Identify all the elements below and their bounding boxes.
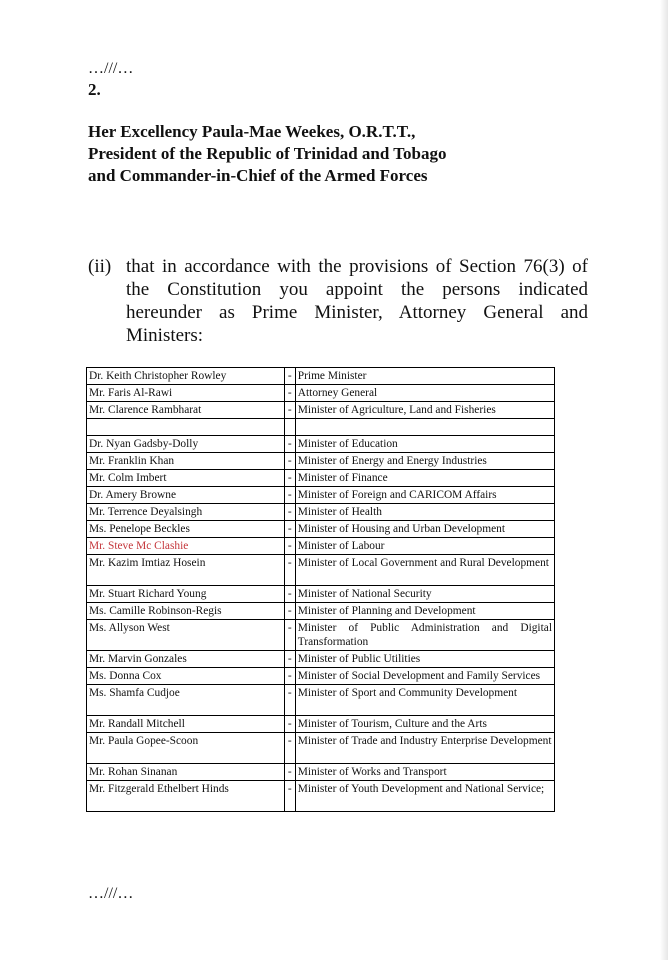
clause-text: that in accordance with the provisions of Section 76(3) of the Constitution you appoint the persons indicated hereunder as Prime Minister, Attorney General and Ministers: <box>126 256 588 346</box>
page-number: 2. <box>88 80 101 99</box>
table-row <box>87 620 555 651</box>
portfolio: Minister of Trade and Industry Enterprise Development <box>295 733 554 764</box>
portfolio <box>295 419 554 436</box>
table-row <box>87 685 555 716</box>
dash-separator: - <box>284 781 295 812</box>
table-row <box>87 764 555 781</box>
portfolio: Minister of Tourism, Culture and the Arts <box>295 716 554 733</box>
table-row <box>87 555 555 586</box>
portfolio: Minister of Works and Transport <box>295 764 554 781</box>
minister-name: Ms. Camille Robinson-Regis <box>87 603 285 620</box>
dash-separator: - <box>284 436 295 453</box>
minister-name: Mr. Paula Gopee-Scoon <box>87 733 285 764</box>
table-row <box>87 603 555 620</box>
portfolio: Minister of National Security <box>295 586 554 603</box>
table-row <box>87 651 555 668</box>
addressee-line-3: and Commander-in-Chief of the Armed Forces <box>88 166 428 185</box>
dash-separator: - <box>284 368 295 385</box>
portfolio: Minister of Youth Development and National Service; <box>295 781 554 812</box>
table-row <box>87 368 555 385</box>
dash-separator: - <box>284 538 295 555</box>
table-row <box>87 586 555 603</box>
minister-name: Mr. Marvin Gonzales <box>87 651 285 668</box>
portfolio: Minister of Foreign and CARICOM Affairs <box>295 487 554 504</box>
minister-name <box>87 419 285 436</box>
portfolio: Minister of Labour <box>295 538 554 555</box>
dash-separator: - <box>284 586 295 603</box>
table-row <box>87 385 555 402</box>
minister-name: Mr. Terrence Deyalsingh <box>87 504 285 521</box>
dash-separator: - <box>284 504 295 521</box>
portfolio: Minister of Social Development and Family Services <box>295 668 554 685</box>
addressee-line-1: Her Excellency Paula-Mae Weekes, O.R.T.T., <box>88 122 416 141</box>
minister-name: Mr. Kazim Imtiaz Hosein <box>87 555 285 586</box>
clause-ii <box>88 255 588 347</box>
continuation-marker-top: …///… <box>88 60 134 77</box>
dash-separator: - <box>284 470 295 487</box>
minister-name: Dr. Nyan Gadsby-Dolly <box>87 436 285 453</box>
minister-name: Mr. Faris Al-Rawi <box>87 385 285 402</box>
minister-name: Ms. Penelope Beckles <box>87 521 285 538</box>
page-edge-shadow <box>660 0 668 960</box>
portfolio: Minister of Health <box>295 504 554 521</box>
minister-name: Mr. Fitzgerald Ethelbert Hinds <box>87 781 285 812</box>
minister-name: Dr. Keith Christopher Rowley <box>87 368 285 385</box>
minister-name-highlighted: Mr. Steve Mc Clashie <box>87 538 285 555</box>
portfolio: Minister of Agriculture, Land and Fisheries <box>295 402 554 419</box>
minister-name: Mr. Colm Imbert <box>87 470 285 487</box>
portfolio: Minister of Public Utilities <box>295 651 554 668</box>
dash-separator: - <box>284 685 295 716</box>
portfolio: Minister of Local Government and Rural Development <box>295 555 554 586</box>
table-row <box>87 668 555 685</box>
table-row <box>87 436 555 453</box>
table-row <box>87 453 555 470</box>
minister-name: Ms. Allyson West <box>87 620 285 651</box>
table-row <box>87 733 555 764</box>
continuation-marker-bottom: …///… <box>88 885 134 902</box>
dash-separator: - <box>284 668 295 685</box>
table-row <box>87 538 555 555</box>
dash-separator: - <box>284 521 295 538</box>
minister-name: Mr. Rohan Sinanan <box>87 764 285 781</box>
dash-separator: - <box>284 603 295 620</box>
minister-name: Mr. Randall Mitchell <box>87 716 285 733</box>
dash-separator: - <box>284 733 295 764</box>
dash-separator: - <box>284 716 295 733</box>
table-row <box>87 716 555 733</box>
minister-name: Ms. Donna Cox <box>87 668 285 685</box>
minister-name: Mr. Stuart Richard Young <box>87 586 285 603</box>
portfolio: Minister of Finance <box>295 470 554 487</box>
portfolio: Prime Minister <box>295 368 554 385</box>
clause-number: (ii) <box>88 256 112 277</box>
portfolio: Minister of Education <box>295 436 554 453</box>
table-row <box>87 521 555 538</box>
portfolio: Minister of Planning and Development <box>295 603 554 620</box>
dash-separator: - <box>284 620 295 651</box>
minister-name: Mr. Clarence Rambharat <box>87 402 285 419</box>
dash-separator: - <box>284 764 295 781</box>
dash-separator: - <box>284 402 295 419</box>
dash-separator: - <box>284 555 295 586</box>
table-row <box>87 402 555 419</box>
dash-separator: - <box>284 487 295 504</box>
table-row <box>87 781 555 812</box>
ministers-table <box>86 367 555 812</box>
portfolio: Minister of Housing and Urban Development <box>295 521 554 538</box>
portfolio: Minister of Sport and Community Development <box>295 685 554 716</box>
addressee-block <box>88 121 608 187</box>
table-row <box>87 470 555 487</box>
table-row-empty <box>87 419 555 436</box>
minister-name: Dr. Amery Browne <box>87 487 285 504</box>
dash-separator: - <box>284 453 295 470</box>
table-row <box>87 504 555 521</box>
table-row <box>87 487 555 504</box>
portfolio: Minister of Energy and Energy Industries <box>295 453 554 470</box>
dash-separator <box>284 419 295 436</box>
dash-separator: - <box>284 385 295 402</box>
addressee-line-2: President of the Republic of Trinidad and Tobago <box>88 144 447 163</box>
portfolio: Minister of Public Administration and Digital Transformation <box>295 620 554 651</box>
minister-name: Ms. Shamfa Cudjoe <box>87 685 285 716</box>
minister-name: Mr. Franklin Khan <box>87 453 285 470</box>
dash-separator: - <box>284 651 295 668</box>
portfolio: Attorney General <box>295 385 554 402</box>
